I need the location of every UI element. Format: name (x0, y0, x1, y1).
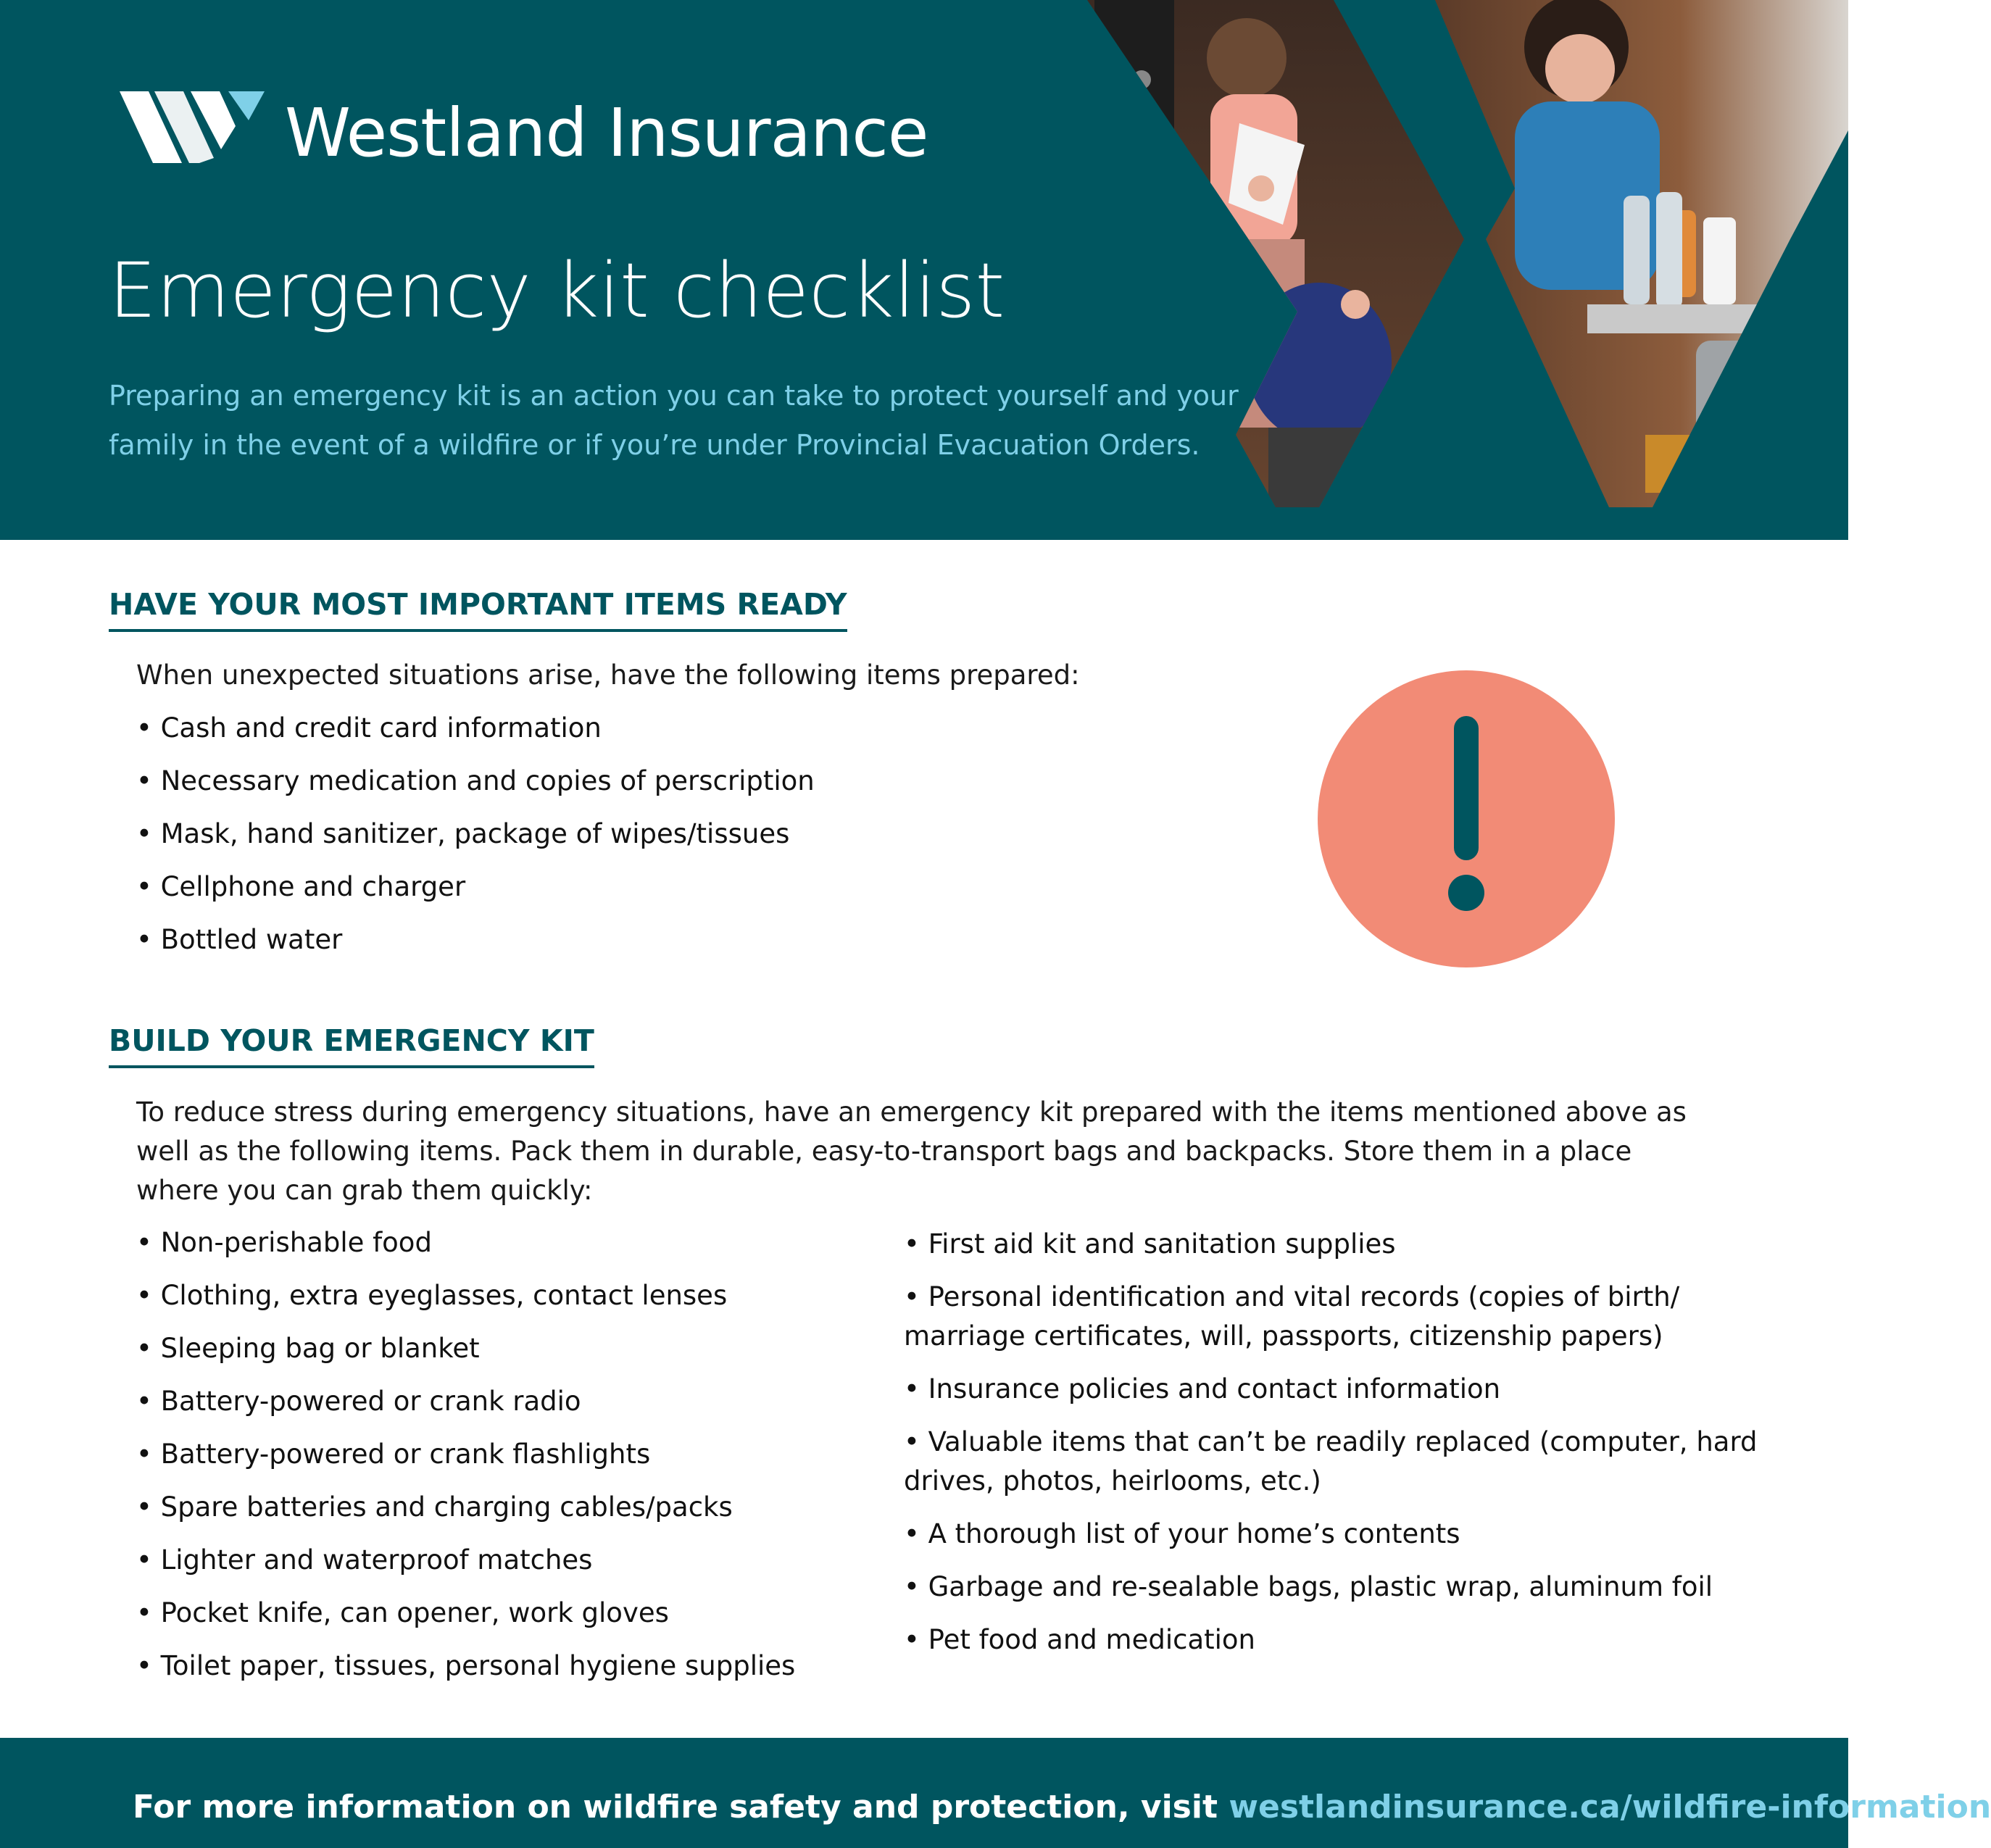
family-packing-photo (1080, 0, 1848, 540)
list-item: • Bottled water (136, 916, 815, 969)
important-items-list (136, 704, 815, 969)
list-item: • Toilet paper, tissues, personal hygiene supplies (136, 1645, 795, 1698)
header-intro: Preparing an emergency kit is an action you can take to protect yourself and your family in the event of a wildfire or if you’re under Provincial Evacuation Orders. (109, 380, 1239, 461)
kit-items-left-list (136, 1222, 795, 1698)
footer-link[interactable]: westlandinsurance.ca/wildfire-information (1229, 1789, 1991, 1826)
section-heading-important-items: HAVE YOUR MOST IMPORTANT ITEMS READY (109, 587, 847, 632)
list-item: • Cellphone and charger (136, 863, 815, 916)
list-item: • Pocket knife, can opener, work gloves (136, 1592, 795, 1645)
list-item: • First aid kit and sanitation supplies (904, 1225, 1774, 1264)
brand-name: Westland Insurance (285, 94, 928, 172)
footer-text: For more information on wildfire safety and protection, visit (133, 1789, 1218, 1826)
list-item: • Lighter and waterproof matches (136, 1539, 795, 1592)
section-heading-build-kit: BUILD YOUR EMERGENCY KIT (109, 1023, 594, 1068)
list-item: • Sleeping bag or blanket (136, 1328, 795, 1381)
list-item: • Battery-powered or crank radio (136, 1381, 795, 1433)
list-item: • Garbage and re-sealable bags, plastic wrap, aluminum foil (904, 1568, 1774, 1607)
list-item: • Clothing, extra eyeglasses, contact lenses (136, 1275, 795, 1328)
list-item: • Cash and credit card information (136, 704, 815, 757)
westland-logo-icon (120, 86, 272, 169)
page-title: Emergency kit checklist (109, 246, 1005, 335)
section2-intro: To reduce stress during emergency situations, have an emergency kit prepared with the items mentioned above as well as the following items. Pack them in durable, easy-to-transport bags and backpacks. Store them in a place where you can grab them quickly: (136, 1096, 1687, 1206)
list-item: • Mask, hand sanitizer, package of wipes/tissues (136, 810, 815, 863)
header-banner (0, 0, 1848, 540)
kit-items-right-list (904, 1225, 1774, 1673)
list-item: • Necessary medication and copies of perscription (136, 757, 815, 810)
exclamation-alert-icon (1318, 670, 1615, 967)
list-item: • A thorough list of your home’s contents (904, 1515, 1774, 1554)
footer-info (133, 1789, 1991, 1826)
list-item: • Pet food and medication (904, 1620, 1774, 1660)
list-item: • Non-perishable food (136, 1222, 795, 1275)
list-item: • Valuable items that can’t be readily replaced (computer, hard drives, photos, heirlooms, etc.) (904, 1423, 1774, 1501)
list-item: • Battery-powered or crank flashlights (136, 1433, 795, 1486)
list-item: • Insurance policies and contact information (904, 1370, 1774, 1409)
section1-intro: When unexpected situations arise, have the following items prepared: (136, 659, 1080, 691)
list-item: • Personal identification and vital records (copies of birth/ marriage certificates, will, passports, citizenship papers) (904, 1278, 1774, 1356)
list-item: • Spare batteries and charging cables/packs (136, 1486, 795, 1539)
